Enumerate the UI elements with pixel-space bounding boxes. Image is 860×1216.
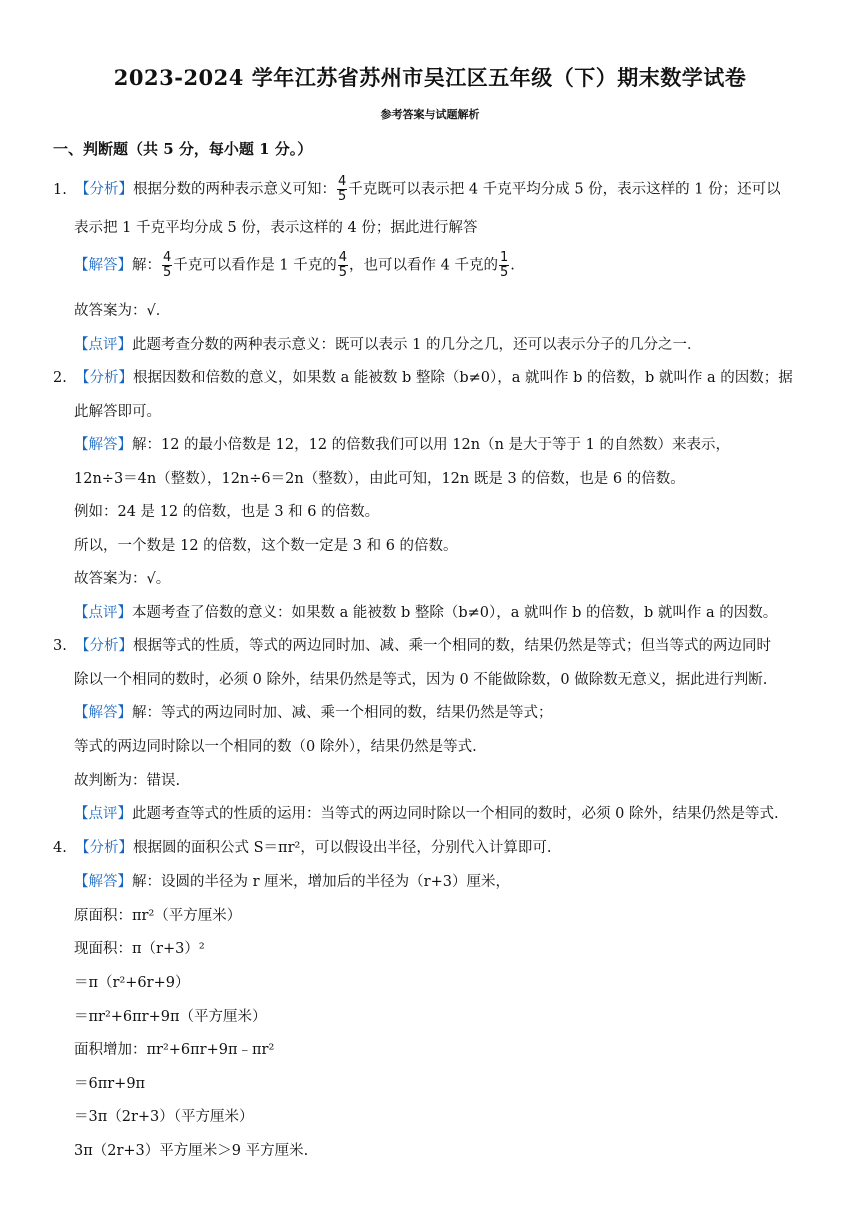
- comment-tag: 【点评】: [74, 806, 132, 822]
- q4-step-7: ＝3π（2r+3）（平方厘米）: [74, 1109, 254, 1125]
- q3-analysis-line-1: 3. 【分析】根据等式的性质，等式的两边同时加、减、乘一个相同的数，结果仍然是等式；但当等式的两边同时: [53, 638, 771, 654]
- analysis-tag: 【分析】: [75, 840, 133, 856]
- solution-tag: 【解答】: [74, 874, 132, 890]
- q4-step-3: ＝π（r²+6r+9）: [74, 975, 190, 991]
- q1-comment: 【点评】此题考查分数的两种表示意义：既可以表示 1 的几分之几，还可以表示分子的几分之一．: [74, 337, 702, 353]
- page-title: 2023-2024 学年江苏省苏州市吴江区五年级（下）期末数学试卷: [113, 65, 747, 90]
- q4-step-1: 原面积：πr²（平方厘米）: [74, 908, 242, 924]
- q3-comment: 【点评】此题考查等式的性质的运用：当等式的两边同时除以一个相同的数时，必须 0 除外，结果仍然是等式.: [74, 806, 779, 822]
- analysis-tag: 【分析】: [75, 181, 133, 198]
- q4-step-4: ＝πr²+6πr+9π（平方厘米）: [74, 1009, 267, 1025]
- section-heading: 一、判断题（共 5 分，每小题 1 分。）: [53, 140, 313, 158]
- comment-tag: 【点评】: [74, 605, 132, 621]
- q4-solution-line-1: 【解答】解：设圆的半径为 r 厘米，增加后的半径为（r+3）厘米，: [74, 874, 510, 890]
- solution-tag: 【解答】: [74, 257, 132, 274]
- q2-comment: 【点评】本题考查了倍数的意义：如果数 a 能被数 b 整除（b≠0），a 就叫作 b 的倍数，b 就叫作 a 的因数。: [74, 605, 778, 621]
- solution-tag: 【解答】: [74, 437, 132, 453]
- q2-analysis-line-2: 此解答即可。: [74, 404, 161, 420]
- q3-answer: 故判断为：错误.: [74, 773, 181, 789]
- q4-analysis: 4. 【分析】根据圆的面积公式 S＝πr²，可以假设出半径，分别代入计算即可.: [53, 840, 552, 856]
- q1-analysis-line-2: 表示把 1 千克平均分成 5 份，表示这样的 4 份；据此进行解答: [74, 220, 478, 236]
- fraction: $\frac{1}{5}$: [499, 250, 509, 280]
- fraction: $\frac{4}{5}$: [163, 250, 172, 280]
- q3-analysis-line-2: 除以一个相同的数时，必须 0 除外，结果仍然是等式，因为 0 不能做除数，0 做除数无意义，据此进行判断.: [74, 672, 768, 688]
- q2-analysis-line-1: 2. 【分析】根据因数和倍数的意义，如果数 a 能被数 b 整除（b≠0），a 就叫作 b 的倍数，b 就叫作 a 的因数；据: [53, 370, 793, 386]
- analysis-tag: 【分析】: [75, 370, 133, 386]
- fraction: $\frac{4}{5}$: [338, 174, 347, 204]
- solution-tag: 【解答】: [74, 705, 132, 721]
- q4-step-6: ＝6πr+9π: [74, 1076, 146, 1092]
- page-subtitle: 参考答案与试题解析: [380, 108, 480, 121]
- q2-solution-line-1: 【解答】解：12 的最小倍数是 12，12 的倍数我们可以用 12n（n 是大于等于 1 的自然数）来表示，: [74, 437, 730, 453]
- q2-solution-line-3: 例如：24 是 12 的倍数，也是 3 和 6 的倍数。: [74, 504, 380, 520]
- q1-answer: 故答案为：√．: [74, 303, 171, 319]
- q1-analysis-line-1: 1. 【分析】根据分数的两种表示意义可知： $\frac{4}{5}$ 千克既可以表示把 4 千克平均分成 5 份，表示这样的 1 份；还可以: [53, 174, 781, 204]
- question-number: 1.: [53, 181, 67, 198]
- analysis-tag: 【分析】: [75, 638, 133, 654]
- question-number: 4.: [53, 840, 67, 856]
- fraction: $\frac{4}{5}$: [338, 250, 348, 280]
- q1-solution: 【解答】解： $\frac{4}{5}$ 千克可以看作是 1 千克的 $\frac{4}{5}$ ，也可以看作 4 千克的 $\frac{1}{5}$ .: [74, 250, 515, 280]
- comment-tag: 【点评】: [74, 337, 132, 353]
- q2-solution-line-4: 所以，一个数是 12 的倍数，这个数一定是 3 和 6 的倍数。: [74, 538, 458, 554]
- q4-step-2: 现面积：π（r+3）²: [74, 941, 205, 957]
- q3-solution-line-1: 【解答】解：等式的两边同时加、减、乘一个相同的数，结果仍然是等式；: [74, 705, 553, 721]
- q4-step-5: 面积增加：πr²+6πr+9π﹣πr²: [74, 1042, 275, 1058]
- q4-step-8: 3π（2r+3）平方厘米＞9 平方厘米.: [74, 1143, 309, 1159]
- q2-answer: 故答案为：√。: [74, 571, 171, 587]
- q2-solution-line-2: 12n÷3＝4n（整数），12n÷6＝2n（整数），由此可知，12n 既是 3 的倍数，也是 6 的倍数。: [74, 471, 685, 487]
- question-number: 2.: [53, 370, 67, 386]
- q3-solution-line-2: 等式的两边同时除以一个相同的数（0 除外），结果仍然是等式.: [74, 739, 477, 755]
- question-number: 3.: [53, 638, 67, 654]
